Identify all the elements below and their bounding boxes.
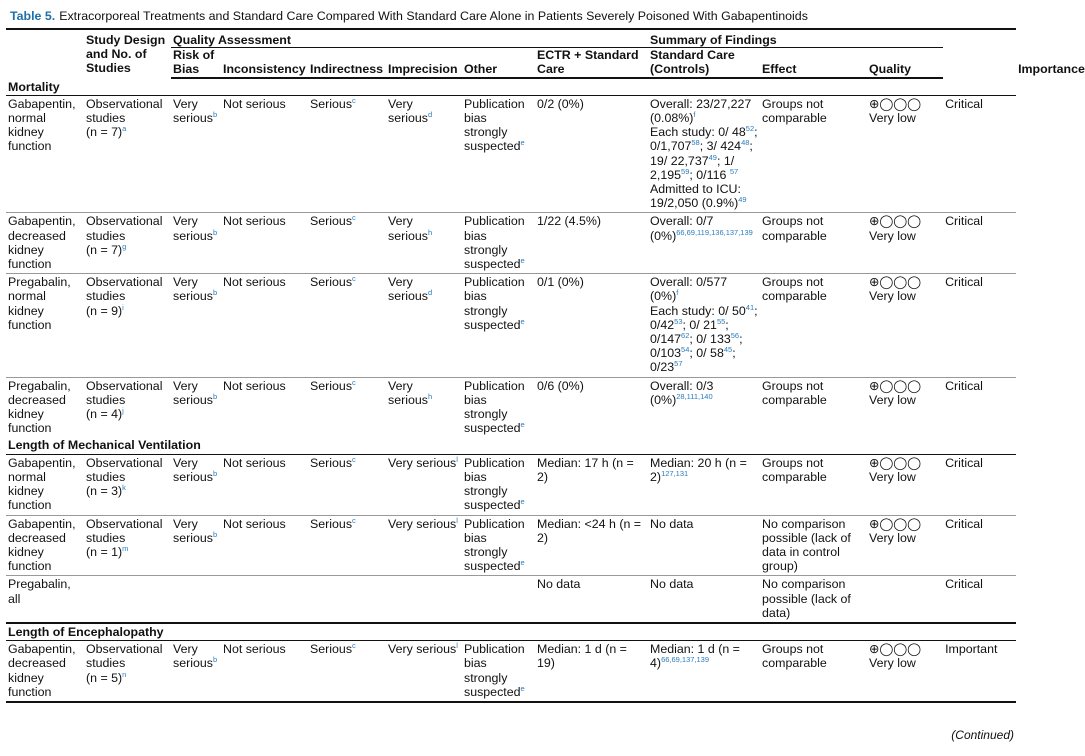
control-cell xyxy=(648,95,760,213)
section-header-row xyxy=(6,78,1016,96)
control-text: No data xyxy=(650,577,694,592)
footnote-marker: b xyxy=(212,288,218,298)
indirectness-cell xyxy=(308,95,386,213)
control-text: Median: 20 h (n = 2)$^{127,131}$ xyxy=(650,455,747,484)
design-text: Observational studies xyxy=(86,642,163,671)
population-cell xyxy=(6,576,84,623)
inconsistency-cell xyxy=(221,454,308,515)
footnote-marker: e xyxy=(520,497,525,507)
design-cell xyxy=(84,515,171,576)
population-cell xyxy=(6,515,84,576)
risk-text: Very serious xyxy=(173,642,213,671)
header-summary-of-findings: Summary of Findings xyxy=(648,29,943,48)
risk-text: Very serious xyxy=(173,516,213,545)
imprecision-cell xyxy=(386,641,462,702)
other-text: Publication bias strongly suspected xyxy=(464,96,525,154)
footnote-marker: h xyxy=(427,391,433,401)
risk-cell xyxy=(171,641,221,702)
indirectness-text: Serious xyxy=(310,642,353,657)
risk-cell xyxy=(171,95,221,213)
effect-text: Groups not comparable xyxy=(762,214,827,243)
table-row xyxy=(6,213,1016,274)
inconsistency-cell xyxy=(221,641,308,702)
quality-text: Very low xyxy=(869,228,916,243)
quality-text: Very low xyxy=(869,656,916,671)
ectr-text: Median: 1 d (n = 19) xyxy=(537,642,627,671)
control-cell xyxy=(648,274,760,377)
effect-cell xyxy=(760,515,867,576)
footnote-marker: e xyxy=(520,683,525,693)
risk-text: Very serious xyxy=(173,275,213,304)
imprecision-text: Very serious xyxy=(388,214,428,243)
footnote-marker: h xyxy=(427,227,433,237)
risk-text: Very serious xyxy=(173,378,213,407)
imprecision-cell xyxy=(386,576,462,623)
header-other: Other xyxy=(462,48,535,78)
footnote-marker: e xyxy=(520,138,525,148)
section-title: Length of Mechanical Ventilation xyxy=(6,437,1016,454)
effect-cell xyxy=(760,377,867,437)
control-text: Overall: 0/7 $(0\%)^{66,69,119,136,137,139}$ xyxy=(650,214,753,243)
indirectness-cell xyxy=(308,576,386,623)
design-cell xyxy=(84,95,171,213)
footnote-marker: c xyxy=(352,454,356,464)
header-quality: Quality xyxy=(867,48,943,78)
inconsistency-text: Not serious xyxy=(223,642,286,657)
footnote-marker: b xyxy=(212,468,218,478)
effect-text: No comparison possible (lack of data in control group) xyxy=(762,516,851,574)
footnote-marker: j xyxy=(122,405,124,415)
imprecision-cell xyxy=(386,454,462,515)
footnote-marker: b xyxy=(212,391,218,401)
imprecision-text: Very serious xyxy=(388,275,428,304)
quality-text: Very low xyxy=(869,530,916,545)
evidence-table: Study Design and No. of Studies Quality Assessment Summary of Findings Risk of Bias Inconsistency Indirectness Imprecision Other ECTR + Standard Care Standard Care (Controls) Effect Quality Importance Mortality Gabapentin, normal kidney function Observational studies (n = 7)$^a$ Very serious$^b$ Not serious Serious$^c$ Very serious$^d$ Publication bias strongly suspected$^e$ 0/2 (0%) Overall: 23/27,227 $(0.08\%)^f$ Each study: 0/ $48^{52}$; 0/1,707$^{58}$; 3/ $424^{48}$; 19/ 22,737$^{49}$; 1/ 2,195$^{59}$; 0/116 $^{57}$ Admitted to ICU: 19/2,050 $(0.9\%)^{49}$ Groups not comparable ⊕◯◯◯ Very low Critical Gabapentin, decreased kidney function Observational studies (n = 7)$^g$ Very serious$^b$ Not serious Serious$^c$ Very serious$^h$ Publication bias strongly suspected$^e$ 1/22 (4.5%) Overall: 0/7 $(0\%)^{66,69,119,136,137,139}$ Groups not comparable ⊕◯◯◯ Very low Critical Pregabalin, normal kidney function Observational studies (n = 9)$^i$ Very serious$^b$ Not serious Serious$^c$ Very serious$^d$ Publication bias strongly suspected$^e$ 0/1 (0%) Overall: 0/577 $(0\%)^f$ Each study: 0/ $50^{41}$; $0/42^{53}$; 0/ $21^{55}$; $0/147^{62}$; 0/ $133^{56}$; $0/103^{54}$; 0/ $58^{45}$; $0/23^{57}$ Groups not comparable ⊕◯◯◯ Very low Critical Pregabalin, decreased kidney function Observational studies (n = 4)$^j$ Very serious$^b$ Not serious Serious$^c$ Very serious$^h$ Publication bias strongly suspected$^e$ 0/6 (0%) Overall: 0/3 $(0\%)^{28,111,140}$ Groups not comparable ⊕◯◯◯ Very low Critical Length of Mechanical Ventilation Gabapentin, normal kidney function Observational studies (n = 3)$^k$ Very serious$^b$ Not serious Serious$^c$ Very serious$^l$ Publication bias strongly suspected$^e$ Median: 17 h (n = 2) Median: 20 h (n = 2)$^{127,131}$ Groups not comparable ⊕◯◯◯ Very low Critical Gabapentin, decreased kidney function Observational studies (n = 1)$^m$ Very serious$^b$ Not serious Serious$^c$ Very serious$^l$ Publication bias strongly suspected$^e$ Median: <24 h (n = 2) No data No comparison possible (lack of data in control group) ⊕◯◯◯ Very low Critical Pregabalin, all No data No data No comparison possible (lack of data) Critical Length of Encephalopathy Gabapentin, decreased kidney function Observational studies (n = 5)$^n$ Very serious$^b$ Not serious Serious$^c$ Very serious$^l$ Publication bias strongly suspected$^e$ Median: 1 d (n = 19) Median: 1 d (n = 4)$^{66,69,137,139}$ Groups not comparable ⊕◯◯◯ Very low Important xyxy=(6,28,1016,703)
control-text: No data xyxy=(650,516,694,531)
risk-cell xyxy=(171,274,221,377)
study-count: (n = 4) xyxy=(86,407,123,422)
other-cell xyxy=(462,213,535,274)
imprecision-text: Very serious xyxy=(388,96,428,126)
design-text: Observational studies xyxy=(86,378,163,407)
footnote-marker: d xyxy=(427,288,433,298)
study-count: (n = 3) xyxy=(86,484,123,499)
table-title: Extracorporeal Treatments and Standard Care Compared With Standard Care Alone in Patients Severely Poisoned With Gabapentinoids xyxy=(59,9,808,23)
footnote-marker: l xyxy=(456,454,458,464)
ectr-cell xyxy=(535,95,648,213)
indirectness-text: Serious xyxy=(310,96,353,111)
footnote-marker: b xyxy=(212,529,218,539)
risk-text: Very serious xyxy=(173,214,213,243)
table-row xyxy=(6,454,1016,515)
ectr-cell xyxy=(535,576,648,623)
control-cell xyxy=(648,213,760,274)
ectr-text: No data xyxy=(537,577,581,592)
effect-text: Groups not comparable xyxy=(762,642,827,671)
table-row xyxy=(6,641,1016,702)
quality-cell xyxy=(867,213,943,274)
ectr-text: Median: <24 h (n = 2) xyxy=(537,516,642,545)
indirectness-text: Serious xyxy=(310,455,353,470)
population-text: Gabapentin, normal kidney function xyxy=(8,455,76,513)
population-cell xyxy=(6,377,84,437)
other-text: Publication bias strongly suspected xyxy=(464,214,525,272)
effect-text: Groups not comparable xyxy=(762,378,827,407)
table-body xyxy=(6,78,1016,702)
indirectness-text: Serious xyxy=(310,378,353,393)
risk-text: Very serious xyxy=(173,455,213,484)
ectr-cell xyxy=(535,454,648,515)
other-text: Publication bias strongly suspected xyxy=(464,275,525,332)
table-row xyxy=(6,576,1016,623)
design-text: Observational studies xyxy=(86,214,163,243)
footnote-marker: g xyxy=(122,241,127,251)
imprecision-cell xyxy=(386,515,462,576)
indirectness-cell xyxy=(308,274,386,377)
study-count: (n = 7) xyxy=(86,242,123,257)
quality-text: Very low xyxy=(869,289,916,304)
effect-cell xyxy=(760,274,867,377)
inconsistency-cell xyxy=(221,213,308,274)
control-cell xyxy=(648,454,760,515)
study-count: (n = 7) xyxy=(86,125,123,140)
design-cell xyxy=(84,274,171,377)
effect-cell xyxy=(760,641,867,702)
quality-rating-icon: ⊕◯◯◯ xyxy=(869,516,922,531)
quality-text: Very low xyxy=(869,111,916,126)
importance-text: Critical xyxy=(945,455,983,470)
header-inconsistency: Inconsistency xyxy=(221,48,308,78)
population-cell xyxy=(6,95,84,213)
population-text: Gabapentin, decreased kidney function xyxy=(8,214,76,272)
section-header-row xyxy=(6,623,1016,641)
imprecision-text: Very serious xyxy=(388,378,428,407)
effect-cell xyxy=(760,454,867,515)
population-text: Gabapentin, decreased kidney function xyxy=(8,642,76,699)
risk-cell xyxy=(171,515,221,576)
importance-text: Important xyxy=(945,642,998,657)
quality-cell xyxy=(867,274,943,377)
importance-cell xyxy=(943,641,1016,702)
indirectness-text: Serious xyxy=(310,516,353,531)
quality-cell xyxy=(867,576,943,623)
control-cell xyxy=(648,576,760,623)
importance-cell xyxy=(943,454,1016,515)
footnote-marker: c xyxy=(352,213,356,223)
indirectness-cell xyxy=(308,515,386,576)
other-text: Publication bias strongly suspected xyxy=(464,378,525,436)
header-study-design: Study Design and No. of Studies xyxy=(86,33,166,76)
inconsistency-text: Not serious xyxy=(223,516,286,531)
population-cell xyxy=(6,274,84,377)
importance-cell xyxy=(943,377,1016,437)
population-text: Gabapentin, decreased kidney function xyxy=(8,516,76,574)
imprecision-text: Very serious xyxy=(388,642,457,657)
section-title: Mortality xyxy=(6,78,1016,96)
control-text: Median: 1 d (n = 4)$^{66,69,137,139}$ xyxy=(650,642,740,671)
footnote-marker: l xyxy=(456,515,458,525)
indirectness-cell xyxy=(308,641,386,702)
footnote-marker: c xyxy=(352,641,356,650)
header-risk-of-bias: Risk of Bias xyxy=(171,48,221,78)
ectr-cell xyxy=(535,515,648,576)
effect-text: Groups not comparable xyxy=(762,96,827,126)
design-text: Observational studies xyxy=(86,96,163,126)
ectr-text: 0/1 (0%) xyxy=(537,275,584,290)
inconsistency-cell xyxy=(221,515,308,576)
inconsistency-cell xyxy=(221,576,308,623)
header-effect: Effect xyxy=(760,48,867,78)
indirectness-cell xyxy=(308,377,386,437)
risk-cell xyxy=(171,454,221,515)
study-count: (n = 1) xyxy=(86,544,123,559)
header-standard-care: Standard Care (Controls) xyxy=(648,48,760,78)
risk-cell xyxy=(171,213,221,274)
footnote-marker: i xyxy=(122,302,124,312)
inconsistency-cell xyxy=(221,377,308,437)
indirectness-text: Serious xyxy=(310,214,353,229)
ectr-cell xyxy=(535,274,648,377)
ectr-text: 0/2 (0%) xyxy=(537,96,584,111)
control-cell xyxy=(648,641,760,702)
footnote-marker: b xyxy=(212,655,218,665)
footnote-marker: a xyxy=(122,124,127,134)
effect-cell xyxy=(760,213,867,274)
table-row xyxy=(6,95,1016,213)
risk-text: Very serious xyxy=(173,96,213,126)
header-imprecision: Imprecision xyxy=(386,48,462,78)
imprecision-cell xyxy=(386,213,462,274)
control-text: Overall: 0/3 $(0\%)^{28,111,140}$ xyxy=(650,378,714,407)
other-cell xyxy=(462,641,535,702)
design-text: Observational studies xyxy=(86,275,163,304)
footnote-marker: l xyxy=(456,641,458,650)
footnote-marker: c xyxy=(352,95,356,105)
quality-rating-icon: ⊕◯◯◯ xyxy=(869,378,922,393)
other-cell xyxy=(462,576,535,623)
study-count: (n = 9) xyxy=(86,303,123,318)
quality-cell xyxy=(867,515,943,576)
indirectness-cell xyxy=(308,454,386,515)
inconsistency-text: Not serious xyxy=(223,214,286,229)
footnote-marker: e xyxy=(520,255,525,265)
other-cell xyxy=(462,274,535,377)
population-text: Pregabalin, normal kidney function xyxy=(8,275,71,332)
inconsistency-text: Not serious xyxy=(223,275,286,290)
inconsistency-text: Not serious xyxy=(223,378,286,393)
importance-cell xyxy=(943,274,1016,377)
other-text: Publication bias strongly suspected xyxy=(464,516,525,574)
quality-rating-icon: ⊕◯◯◯ xyxy=(869,275,922,290)
footnote-marker: e xyxy=(520,316,525,326)
indirectness-cell xyxy=(308,213,386,274)
other-cell xyxy=(462,95,535,213)
table-row xyxy=(6,377,1016,437)
ectr-text: Median: 17 h (n = 2) xyxy=(537,455,634,484)
footnote-marker: c xyxy=(352,515,356,525)
effect-cell xyxy=(760,95,867,213)
design-cell xyxy=(84,213,171,274)
quality-cell xyxy=(867,95,943,213)
effect-cell xyxy=(760,576,867,623)
footnote-marker: k xyxy=(122,482,126,492)
importance-text: Critical xyxy=(945,516,983,531)
table-label: Table 5. xyxy=(10,9,56,23)
quality-rating-icon: ⊕◯◯◯ xyxy=(869,96,922,111)
quality-text: Very low xyxy=(869,469,916,484)
importance-text: Critical xyxy=(945,96,983,111)
other-text: Publication bias strongly suspected xyxy=(464,642,525,699)
footnote-marker: c xyxy=(352,274,356,284)
population-text: Pregabalin, all xyxy=(8,577,71,606)
importance-text: Critical xyxy=(945,214,983,229)
importance-text: Critical xyxy=(945,275,983,290)
inconsistency-cell xyxy=(221,95,308,213)
footnote-marker: d xyxy=(427,109,433,119)
population-text: Gabapentin, normal kidney function xyxy=(8,96,76,154)
footnote-marker: m xyxy=(122,543,129,553)
quality-rating-icon: ⊕◯◯◯ xyxy=(869,214,922,229)
importance-text: Critical xyxy=(945,378,983,393)
other-cell xyxy=(462,515,535,576)
section-title: Length of Encephalopathy xyxy=(6,623,1016,641)
importance-cell xyxy=(943,515,1016,576)
risk-cell xyxy=(171,576,221,623)
section-header-row xyxy=(6,437,1016,454)
table-caption xyxy=(10,8,1026,24)
imprecision-cell xyxy=(386,95,462,213)
effect-text: Groups not comparable xyxy=(762,275,827,304)
population-cell xyxy=(6,213,84,274)
population-text: Pregabalin, decreased kidney function xyxy=(8,378,71,436)
other-cell xyxy=(462,377,535,437)
control-text: Overall: 23/27,227 $(0.08\%)^f$ Each study: 0/ $48^{52}$; 0/1,707$^{58}$; 3/ $424^{48}$; 19/ 22,737$^{49}$; 1/ 2,195$^{59}$; 0/116 $^{57}$ Admitted to ICU: 19/2,050 $(0.9\%)^{49}$ xyxy=(650,96,758,211)
control-cell xyxy=(648,377,760,437)
design-text: Observational studies xyxy=(86,455,163,484)
design-cell xyxy=(84,377,171,437)
header-quality-assessment: Quality Assessment xyxy=(171,29,648,48)
indirectness-text: Serious xyxy=(310,275,353,290)
quality-cell xyxy=(867,377,943,437)
imprecision-cell xyxy=(386,377,462,437)
header-ectr: ECTR + Standard Care xyxy=(535,48,648,78)
ectr-text: 0/6 (0%) xyxy=(537,378,584,393)
quality-cell xyxy=(867,641,943,702)
ectr-text: 1/22 (4.5%) xyxy=(537,214,602,229)
design-text: Observational studies xyxy=(86,516,163,545)
design-cell xyxy=(84,454,171,515)
importance-text: Critical xyxy=(945,577,983,592)
ectr-cell xyxy=(535,377,648,437)
imprecision-text: Very serious xyxy=(388,516,457,531)
header-indirectness: Indirectness xyxy=(308,48,386,78)
table-row xyxy=(6,274,1016,377)
study-count: (n = 5) xyxy=(86,670,123,685)
importance-cell xyxy=(943,213,1016,274)
population-cell xyxy=(6,454,84,515)
importance-cell xyxy=(943,95,1016,213)
table-row xyxy=(6,515,1016,576)
quality-rating-icon: ⊕◯◯◯ xyxy=(869,455,922,470)
design-cell xyxy=(84,576,171,623)
design-cell xyxy=(84,641,171,702)
inconsistency-cell xyxy=(221,274,308,377)
inconsistency-text: Not serious xyxy=(223,96,286,111)
footnote-marker: c xyxy=(352,377,356,387)
footnote-marker: n xyxy=(122,669,127,679)
importance-cell xyxy=(943,576,1016,623)
footnote-marker: e xyxy=(520,557,525,567)
effect-text: No comparison possible (lack of data) xyxy=(762,577,851,620)
footnote-marker: b xyxy=(212,109,218,119)
footnote-marker: b xyxy=(212,227,218,237)
imprecision-text: Very serious xyxy=(388,455,457,470)
control-text: Overall: 0/577 $(0\%)^f$ Each study: 0/ $50^{41}$; $0/42^{53}$; 0/ $21^{55}$; $0/147^{62}$; 0/ $133^{56}$; $0/103^{54}$; 0/ $58^{45}$; $0/23^{57}$ xyxy=(650,275,758,375)
quality-cell xyxy=(867,454,943,515)
population-cell xyxy=(6,641,84,702)
control-cell xyxy=(648,515,760,576)
ectr-cell xyxy=(535,641,648,702)
effect-text: Groups not comparable xyxy=(762,455,827,484)
footnote-marker: e xyxy=(520,420,525,430)
ectr-cell xyxy=(535,213,648,274)
other-cell xyxy=(462,454,535,515)
imprecision-cell xyxy=(386,274,462,377)
quality-text: Very low xyxy=(869,392,916,407)
quality-rating-icon: ⊕◯◯◯ xyxy=(869,642,922,657)
inconsistency-text: Not serious xyxy=(223,455,286,470)
risk-cell xyxy=(171,377,221,437)
other-text: Publication bias strongly suspected xyxy=(464,455,525,513)
continued-note: (Continued) xyxy=(951,728,1014,742)
